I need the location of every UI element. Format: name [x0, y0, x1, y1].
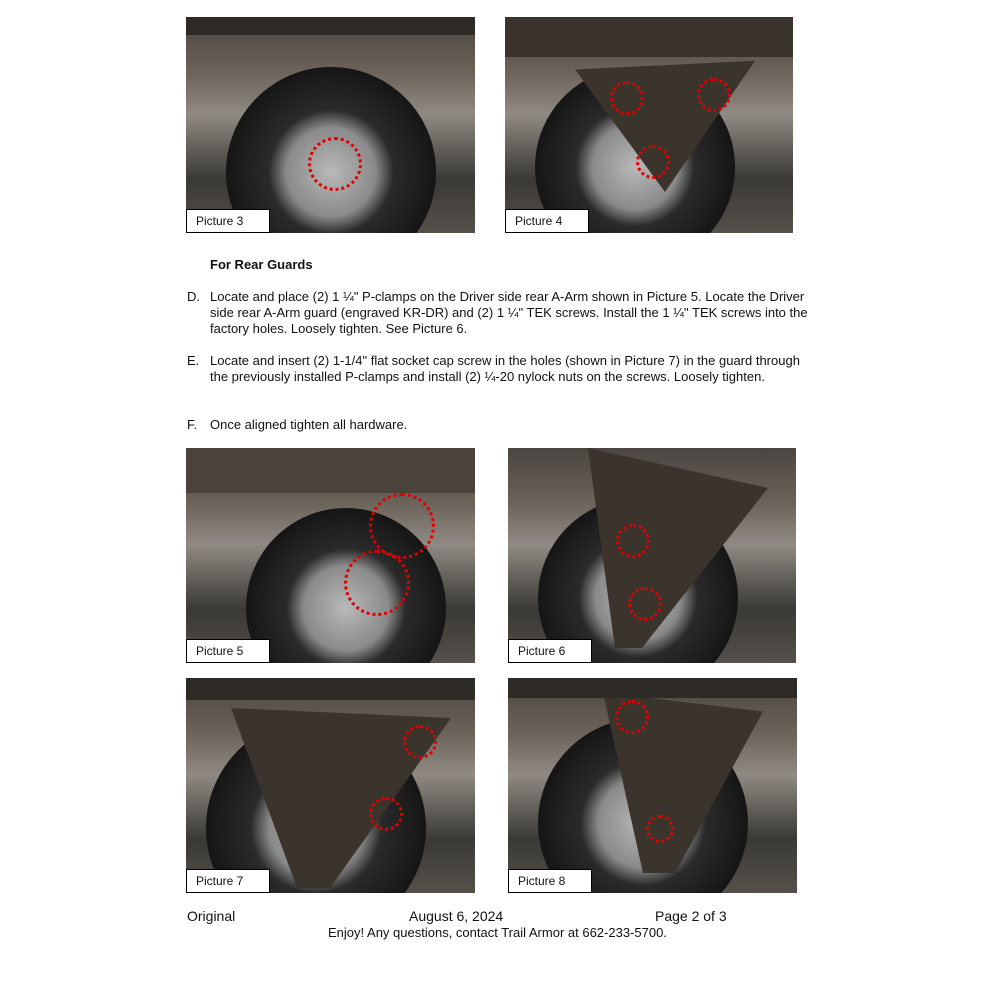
footer-contact: Enjoy! Any questions, contact Trail Armor at 662-233-5700.: [328, 925, 667, 940]
footer-page-number: Page 2 of 3: [655, 908, 727, 924]
highlight-circle: [615, 700, 649, 734]
picture-label: Picture 5: [186, 639, 270, 663]
highlight-circle: [697, 78, 731, 112]
frame-image: [505, 17, 793, 57]
highlight-circle: [308, 137, 362, 191]
highlight-circle: [646, 815, 674, 843]
footer-date: August 6, 2024: [409, 908, 504, 924]
step-letter: D.: [187, 289, 200, 304]
highlight-circle: [369, 797, 403, 831]
frame-image: [186, 678, 475, 700]
picture-label: Picture 4: [505, 209, 589, 233]
picture-7-photo: [186, 678, 475, 893]
step-text: Locate and insert (2) 1-1/4" flat socket cap screw in the holes (shown in Picture 7) in the guard through the previously installed P-clamps and install (2) ¼-20 nylock nuts on the screws. Loosely tighten.: [210, 353, 800, 384]
frame-image: [508, 678, 797, 698]
highlight-circle: [610, 81, 644, 115]
frame-image: [186, 17, 475, 35]
footer-version: Original: [187, 908, 236, 924]
picture-4-photo: [505, 17, 793, 233]
step-e: [187, 353, 817, 385]
step-letter: E.: [187, 353, 200, 368]
highlight-circle: [344, 550, 410, 616]
picture-label: Picture 8: [508, 869, 592, 893]
picture-8-photo: [508, 678, 797, 893]
section-title: For Rear Guards: [210, 257, 313, 272]
highlight-circle: [636, 145, 670, 179]
highlight-circle: [403, 725, 437, 759]
picture-6-photo: [508, 448, 796, 663]
picture-label: Picture 6: [508, 639, 592, 663]
picture-5-photo: [186, 448, 475, 663]
step-letter: F.: [187, 417, 198, 432]
picture-3-photo: [186, 17, 475, 233]
step-f: [187, 417, 817, 433]
highlight-circle: [628, 587, 662, 621]
highlight-circle: [616, 524, 650, 558]
step-text: Once aligned tighten all hardware.: [210, 417, 408, 432]
step-text: Locate and place (2) 1 ¼" P-clamps on the Driver side rear A-Arm shown in Picture 5. Locate the Driver side rear A-Arm guard (engraved KR-DR) and (2) 1 ¼" TEK screws. Install the 1 ¼" TEK screws into the factory holes. Loosely tighten. See Picture 6.: [210, 289, 808, 336]
picture-label: Picture 3: [186, 209, 270, 233]
picture-label: Picture 7: [186, 869, 270, 893]
step-d: [187, 289, 817, 337]
frame-image: [186, 448, 475, 493]
